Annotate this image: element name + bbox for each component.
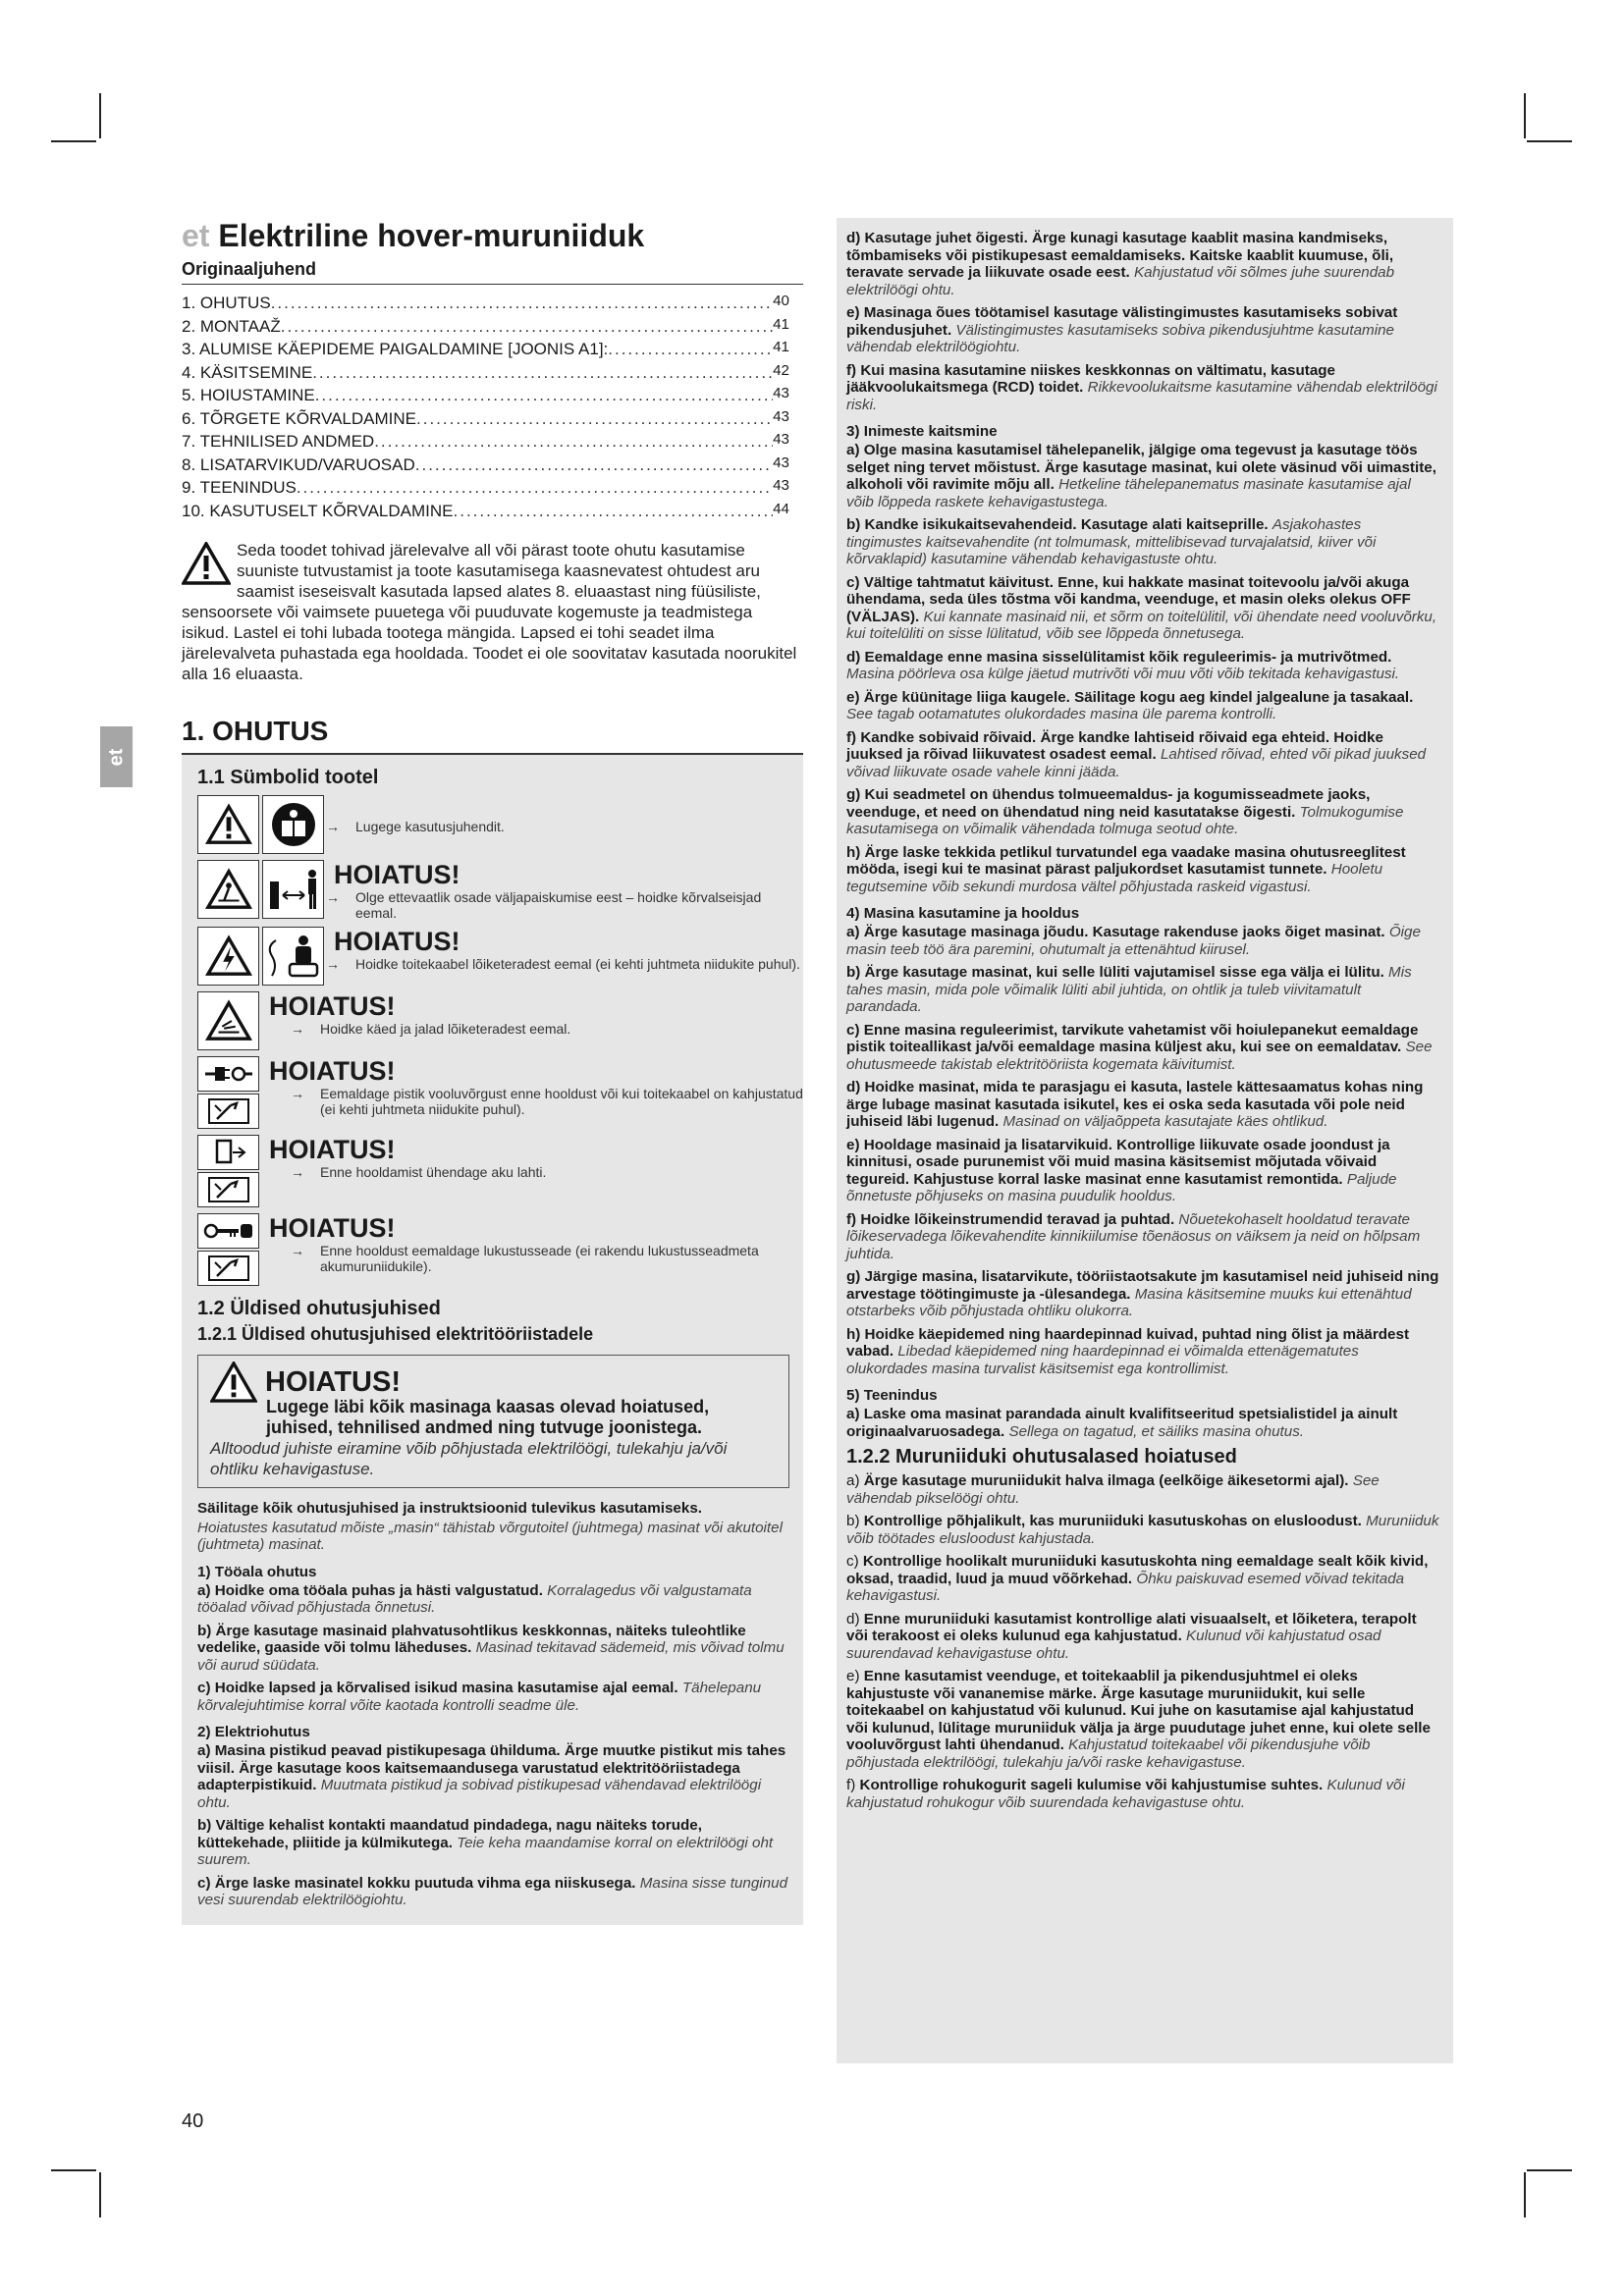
symbol-icons	[197, 795, 324, 854]
item-bold-text: Ärge kasutage muruniidukit halva ilmaga (eelkõige äikesetormi ajal).	[863, 1472, 1349, 1489]
safety-item	[197, 1680, 789, 1714]
toc-leader	[281, 316, 773, 340]
item-italic-text: Kui kannate masinaid nii, et sõrm on toitelülitil, või ühendate need vooluvõrku, kui toitelüliti on sisse lülitatud, võib see lõppeda õnnetusega.	[846, 608, 1437, 642]
safety-item	[197, 1817, 789, 1869]
safety-item	[846, 786, 1439, 838]
item-italic-text: Masinad tekitavad sädemeid, mis võivad tolmu või aurud süüdata.	[197, 1639, 785, 1674]
warning-box	[197, 1355, 789, 1488]
item-prefix: f)	[846, 1777, 860, 1793]
toc-leader	[315, 385, 773, 408]
item-bold-text: a) Masina pistikud peavad pistikupesaga ühilduma. Ärge muutke pistikut mis tahes viisil. Ärge kasutage koos kaitsemaandusega varustatud elektritööriistadega adapterpistikuid.	[197, 1742, 786, 1793]
right-column	[837, 218, 1453, 2063]
item-bold-text: d) Kasutage juhet õigesti. Ärge kunagi kasutage kaablit masina kandmiseks, tõmbamiseks või pistikupesast eemaldamiseks. Kaitske kaablit kuumuse, õli, teravate servade ja liikuvate osade eest.	[846, 230, 1394, 281]
symbol-text	[324, 927, 800, 972]
item-bold-text: e) Hooldage masinaid ja lisatarvikuid. Kontrollige liikuvate osade joondust ja kinnitusi, osade purunemist või muid masina käsitsemist mõjutada võivaid tegureid. Kahjustuse korral laske masinat enne kasutamist remontida.	[846, 1136, 1390, 1188]
electrical-list	[197, 1742, 803, 1909]
toc-item-title: 7. TEHNILISED ANDMED	[182, 432, 375, 451]
symbol-instruction-text: Eemaldage pistik vooluvõrgust enne hooldust või kui toitekaabel on kahjustatud (ei kehti juhtmeta niidukite puhul).	[320, 1086, 803, 1117]
item-italic-text: Masina pöörleva osa külge jäetud mutrivõti või muu võti võib tekitada kehavigastusi.	[846, 666, 1400, 682]
toc-item-page: 41	[773, 339, 789, 355]
item-italic-text: Õige masin teeb töö ära paremini, ohutumalt ja ettenähtud kiirusel.	[846, 924, 1421, 958]
safety-item	[846, 844, 1439, 896]
item-prefix: d)	[846, 1610, 864, 1628]
subsection-title: 1.2.1 Üldised ohutusjuhised elektritööriistadele	[197, 1324, 594, 1344]
toc-item	[182, 408, 803, 432]
safety-item	[846, 1406, 1439, 1440]
item-italic-text: Välistingimustes kasutamiseks sobiva pikendusjuhtme kasutamine vähendab elektrilöögiohtu.	[846, 321, 1394, 355]
symbol-instruction-text: Lugege kasutusjuhendit.	[355, 819, 505, 834]
crop-mark	[1527, 2169, 1572, 2171]
symbol-icons	[197, 860, 324, 919]
page-title: et Elektriline hover-muruniiduk	[182, 218, 645, 253]
item-prefix: e)	[846, 1668, 864, 1684]
item-italic-text: Õhku paiskuvad esemed võivad tekitada kehavigastusi.	[846, 1570, 1405, 1604]
item-bold-text: Enne kasutamist veenduge, et toitekaablil ja pikendusjuhtmel ei oleks kahjustuste või vananemise märke. Ärge kasutage muruniidukit, kui selle toitekaabel on kahjustatud või kulunud. Kui juhe on kasutamise ajal kahjustatud või kulunud, lülitage muruniiduk välja ja ärge puudutage juhet enne, kui olete selle vooluvõrgust lahti ühendanud.	[846, 1668, 1431, 1753]
symbol-text	[259, 1213, 803, 1274]
maintenance-icon	[197, 1094, 259, 1129]
toc-item-page: 43	[773, 431, 789, 448]
intro-paragraph: Seda toodet tohivad järelevalve all või pärast toote ohutu kasutamise suuniste tutvustamist ja toote kasutamisega kaasnevatest ohtudest aru saamist iseseisvalt kasutada lapsed alates 8. eluaastast ning füüsiliste, sensoorsete või vaimsete puuetega või puuduvate kogemuste ja teadmistega isikud. Lastel ei tohi lubada tootega mängida. Lapsed ei tohi seadet ilma järelevalveta puhastada ega hooldada. Toodet ei ole soovitatav kasutada noorukitel alla 16 eluaasta.	[182, 541, 797, 683]
item-bold-text: e) Masinaga õues töötamisel kasutage välistingimustes kasutamiseks sobivat pikendusjuhet.	[846, 304, 1398, 339]
maintenance-icon	[197, 1251, 259, 1286]
electrical-continued-list	[846, 230, 1439, 413]
item-bold-text: h) Ärge laske tekkida petlikul turvatundel ega vaadake masina ohutusreeglitest mööda, isegi kui te masinat pärast paljukordset kasutamist tunnete.	[846, 843, 1406, 878]
safety-item	[846, 1137, 1439, 1205]
item-italic-text: Sellega on tagatud, et säiliks masina ohutus.	[1008, 1422, 1305, 1440]
item-italic-text: See vähendab pikselöögi ohtu.	[846, 1472, 1380, 1507]
bystander-distance-icon	[262, 860, 324, 919]
item-italic-text: Muutmata pistikud ja sobivad pistikupesad vähendavad elektrilöögi ohtu.	[197, 1777, 762, 1811]
toc-item-page: 41	[773, 315, 789, 333]
warning-heading: HOIATUS!	[265, 1366, 402, 1398]
use-care-list	[846, 924, 1439, 1377]
arrow-icon: →	[291, 1164, 304, 1180]
warning-triangle-icon	[210, 1362, 257, 1403]
item-italic-text: Hooletu tegutsemine võib sekundi murdosa vältel põhjustada raskeid vigastusi.	[846, 861, 1383, 895]
toc-item-title: 9. TEENINDUS	[182, 478, 297, 497]
work-area-list	[197, 1582, 803, 1715]
safety-item	[846, 1079, 1439, 1131]
item-bold-text: Kontrollige põhjalikult, kas muruniiduki kasutuskohas on elusloodust.	[863, 1513, 1362, 1529]
item-bold-text: b) Ärge kasutage masinat, kui selle lüliti vajutamisel sisse ega välja ei lülitu.	[846, 964, 1384, 981]
item-italic-text: Masinad on väljaõppeta kasutajate käes ohtlikud.	[1002, 1113, 1328, 1130]
toc-leader	[454, 501, 774, 524]
item-italic-text: Masina käsitsemine muuks kui ettenähtud otstarbeks võib põhjustada ohtliku olukorra.	[846, 1285, 1412, 1319]
language-side-tab: et	[100, 726, 133, 787]
safety-item	[197, 1623, 789, 1675]
toc-leader	[415, 454, 773, 478]
item-italic-text: Paljude õnnetuste põhjuseks on masina puudulik hooldus.	[846, 1170, 1397, 1204]
item-italic-text: Masina sisse tunginud vesi suurendab elektrilöögiohtu.	[197, 1874, 788, 1908]
item-bold-text: Kontrollige hoolikalt muruniiduki kasutuskohta ning eemaldage sealt kõik kivid, oksad, traadid, luud ja muud võõrkehad.	[846, 1553, 1429, 1587]
keep-instructions: Säilitage kõik ohutusjuhised ja instruktsioonid tulevikus kasutamiseks.	[197, 1500, 702, 1517]
work-area-heading: 1) Tööala ohutus	[197, 1563, 317, 1580]
symbol-row	[197, 860, 803, 921]
symbol-instruction	[326, 819, 505, 834]
symbol-row	[197, 795, 803, 854]
arrow-icon: →	[291, 1086, 304, 1101]
subsection-title: 1.1 Sümbolid tootel	[197, 767, 379, 788]
toc-item	[182, 362, 803, 386]
safety-item	[846, 1611, 1439, 1663]
toc-item	[182, 501, 803, 524]
item-italic-text: Rikkevoolukaitsme kasutamine vähendab elektrilöögi riski.	[846, 379, 1437, 413]
item-bold-text: c) Hoidke lapsed ja kõrvalised isikud masina kasutamise ajal eemal.	[197, 1680, 678, 1696]
safety-item	[846, 1472, 1439, 1507]
service-list	[846, 1406, 1439, 1440]
safety-item	[846, 362, 1439, 414]
item-bold-text: f) Hoidke lõikeinstrumendid teravad ja puhtad.	[846, 1210, 1175, 1228]
item-italic-text: Hetkeline tähelepanematus masinate kasutamise ajal võib lõppeda raskete kehavigastustega.	[846, 476, 1411, 510]
toc-item	[182, 385, 803, 408]
item-bold-text: g) Kui seadmetel on ühendus tolmueemaldus- ja kogumisseadmete jaoks, veenduge, et need on ühendatud ning neid kasutatakse õigesti.	[846, 786, 1371, 821]
service-heading: 5) Teenindus	[846, 1387, 938, 1404]
symbol-instruction-text: Enne hooldust eemaldage lukustusseade (ei rakendu lukustusseadmeta akumuruniidukile).	[320, 1243, 759, 1274]
safety-gray-panel	[182, 755, 803, 1925]
symbol-instruction-text: Enne hooldamist ühendage aku lahti.	[320, 1164, 547, 1180]
safety-item	[846, 1022, 1439, 1074]
item-bold-text: d) Eemaldage enne masina sisselülitamist kõik reguleerimis- ja mutrivõtmed.	[846, 648, 1392, 666]
item-bold-text: a) Hoidke oma tööala puhas ja hästi valgustatud.	[197, 1581, 543, 1599]
safety-item	[846, 304, 1439, 356]
safety-item	[846, 924, 1439, 958]
item-bold-text: f) Kui masina kasutamine niiskes keskkonnas on vältimatu, kasutage jääkvoolukaitsmega (RCD) toidet.	[846, 361, 1335, 396]
safety-item	[846, 1513, 1439, 1547]
symbols-list	[197, 795, 803, 1286]
toc-item-page: 42	[773, 361, 789, 379]
toc-item	[182, 339, 803, 362]
symbol-icons	[197, 1056, 259, 1129]
crop-mark	[1524, 2172, 1526, 2217]
item-bold-text: e) Ärge küünitage liiga kaugele. Säilitage kogu aeg kindel jalgealune ja tasakaal.	[846, 688, 1414, 706]
item-prefix: a)	[846, 1472, 864, 1489]
item-italic-text: Tähelepanu kõrvalejuhtimise korral võite kaotada kontrolli seadme üle.	[197, 1680, 762, 1714]
item-prefix: b)	[846, 1513, 864, 1529]
arrow-icon: →	[326, 819, 340, 834]
toc-item-title: 1. OHUTUS	[182, 294, 271, 312]
arrow-icon: →	[291, 1243, 304, 1258]
item-italic-text: See tagab ootamatutes olukordades masina üle parema kontrolli.	[846, 706, 1277, 722]
safety-item	[846, 689, 1439, 723]
toc-leader	[312, 362, 773, 386]
safety-item	[846, 516, 1439, 568]
symbol-instruction-text: Hoidke käed ja jalad lõiketeradest eemal.	[320, 1021, 571, 1037]
safety-item	[846, 1211, 1439, 1263]
item-bold-text: g) Järgige masina, lisatarvikute, tööriistaotsakute jm kasutamisel neid juhiseid ning arvestage töötingimuste ja -ülesandega.	[846, 1268, 1439, 1303]
item-bold-text: a) Laske oma masinat parandada ainult kvalifitseeritud spetsialistidel ja ainult originaalvaruosadega.	[846, 1406, 1398, 1440]
item-italic-text: Kulunud või kahjustatud osad suurendavad kehavigastuse ohtu.	[846, 1628, 1381, 1662]
item-bold-text: f) Kandke sobivaid rõivaid. Ärge kandke lahtiseid rõivaid ega ehteid. Hoidke juuksed ja rõivad liikuvatest osadest eemal.	[846, 728, 1383, 763]
safety-item	[846, 729, 1439, 781]
warning-bold-text: Lugege läbi kõik masinaga kaasas olevad hoiatused, juhised, tehnilised andmed ning tutvuge joonistega.	[266, 1397, 710, 1437]
toc-item-page: 43	[773, 454, 789, 471]
item-italic-text: Kahjustatud või sõlmes juhe suurendab elektrilöögi ohtu.	[846, 264, 1395, 298]
item-bold-text: b) Ärge kasutage masinaid plahvatusohtlikus keskkonnas, näiteks tuleohtlike vedelike, gaaside või tolmu läheduses.	[197, 1622, 746, 1656]
symbol-warning-heading: HOIATUS!	[269, 1135, 396, 1164]
symbol-instruction-text: Olge ettevaatlik osade väljapaiskumise eest – hoidke kõrvalseisjad eemal.	[355, 889, 762, 921]
toc-item	[182, 477, 803, 501]
item-bold-text: c) Ärge laske masinatel kokku puutuda vihma ega niiskusega.	[197, 1874, 636, 1892]
crop-mark	[1527, 140, 1572, 142]
crop-mark	[99, 93, 101, 138]
toc-item-title: 4. KÄSITSEMINE	[182, 362, 313, 382]
warning-triangle-icon	[182, 542, 231, 585]
item-italic-text: Mis tahes masin, mida pole võimalik lüliti abil juhtida, on ohtlik ja tuleb viivitamatult parandada.	[846, 964, 1412, 1015]
item-prefix: c)	[846, 1553, 863, 1570]
warning-triangle-icon	[197, 795, 259, 854]
toc-item	[182, 454, 803, 478]
warning-italic-text: Alltoodud juhiste eiramine võib põhjustada elektrilöögi, tulekahju ja/või ohtliku kehavigastuse.	[210, 1439, 728, 1478]
section-title-ohutus: 1. OHUTUS	[182, 716, 803, 755]
crop-mark	[1524, 93, 1526, 138]
item-bold-text: Enne muruniiduki kasutamist kontrollige alati visuaalselt, et lõiketera, terapolt või terakoost ei oleks kulunud ega kahjustatud.	[846, 1610, 1417, 1644]
item-bold-text: d) Hoidke masinat, mida te parasjagu ei kasuta, lastele kättesaamatus kohas ning ärge lubage masinat kasutada isikutel, kes ei oska seda kasutada või pole neid juhiseid läbi lugenud.	[846, 1079, 1424, 1130]
remove-battery-icon	[197, 1135, 259, 1170]
symbol-icons	[197, 991, 259, 1050]
safety-item	[197, 1742, 789, 1811]
toc-item-page: 43	[773, 385, 789, 401]
toc-item-title: 3. ALUMISE KÄEPIDEME PAIGALDAMINE [JOONIS A1]:	[182, 340, 609, 358]
item-bold-text: b) Kandke isikukaitsevahendeid. Kasutage alati kaitseprille.	[846, 516, 1269, 533]
toc-item-title: 2. MONTAAŽ	[182, 316, 281, 336]
safety-item	[846, 1668, 1439, 1771]
unplug-icon	[197, 1056, 259, 1092]
arrow-icon: →	[291, 1021, 304, 1037]
toc-leader	[416, 408, 773, 432]
toc-item-title: 10. KASUTUSELT KÕRVALDAMINE	[182, 501, 454, 520]
arrow-icon: →	[326, 956, 340, 972]
item-italic-text: Lahtised rõivad, ehted või pikad juuksed võivad liikuvate osade vahele kinni jääda.	[846, 746, 1427, 780]
crop-mark	[51, 140, 96, 142]
left-column	[182, 218, 803, 1925]
symbol-warning-heading: HOIATUS!	[334, 927, 460, 956]
symbol-text	[259, 1056, 803, 1117]
safety-item	[846, 649, 1439, 683]
toc-item	[182, 293, 803, 316]
ejected-objects-icon	[197, 860, 259, 919]
safety-item	[197, 1582, 789, 1617]
item-bold-text: b) Vältige kehalist kontakti maandatud pindadega, nagu näiteks torude, küttekehade, pliitide ja külmikutega.	[197, 1817, 702, 1851]
electrical-heading: 2) Elektriohutus	[197, 1724, 310, 1740]
item-bold-text: Kontrollige rohukogurit sageli kulumise või kahjustumise suhtes.	[859, 1777, 1324, 1793]
page-number: 40	[182, 2110, 204, 2132]
personal-safety-list	[846, 442, 1439, 895]
blade-hazard-icon	[197, 991, 259, 1050]
item-bold-text: a) Ärge kasutage masinaga jõudu. Kasutage rakenduse jaoks õiget masinat.	[846, 924, 1385, 940]
mower-safety-list	[846, 1472, 1439, 1811]
arrow-icon: →	[326, 889, 340, 905]
item-bold-text: h) Hoidke käepidemed ning haardepinnad kuivad, puhtad ning õlist ja määrdest vabad.	[846, 1325, 1410, 1360]
toc-item-title: 6. TÕRGETE KÕRVALDAMINE	[182, 408, 417, 428]
symbol-row	[197, 991, 803, 1050]
symbol-instruction-text: Hoidke toitekaabel lõiketeradest eemal (ei kehti juhtmeta niidukite puhul).	[355, 956, 800, 972]
toc-leader	[297, 477, 773, 501]
symbol-icons	[197, 1135, 259, 1207]
remove-key-icon	[197, 1213, 259, 1249]
toc-item	[182, 316, 803, 340]
symbol-instruction	[269, 1021, 570, 1037]
symbol-icons	[197, 927, 324, 986]
safety-item	[846, 964, 1439, 1016]
toc-leader	[608, 339, 773, 362]
item-italic-text: Muruniiduk võib töötades elusloodust kahjustada.	[846, 1513, 1439, 1547]
toc-item-page: 43	[773, 477, 789, 494]
toc-leader	[271, 293, 773, 316]
symbol-row	[197, 1056, 803, 1129]
symbol-row	[197, 1135, 803, 1207]
cable-blade-icon	[262, 927, 324, 986]
safety-item	[846, 1268, 1439, 1320]
symbol-text	[324, 795, 505, 834]
mower-safety-title: 1.2.2 Muruniiduki ohutusalased hoiatused	[846, 1446, 1237, 1468]
item-italic-text: Asjakohastes tingimustes kaitsevahendite (nt tolmumask, mittelibisevad turvajalatsid, kiiver või kõrvaklapid) kasutamine vähendab kehavigastuste ohtu.	[846, 516, 1377, 567]
symbol-instruction	[326, 889, 803, 921]
safety-item	[846, 1553, 1439, 1605]
symbol-text	[324, 860, 803, 921]
read-manual-icon	[262, 795, 324, 854]
item-italic-text: Tolmukogumise kasutamisega on võimalik vähendada tolmuga seotud ohte.	[846, 803, 1404, 837]
safety-item	[846, 442, 1439, 510]
toc-item-title: 8. LISATARVIKUD/VARUOSAD	[182, 454, 415, 474]
symbol-row	[197, 1213, 803, 1286]
symbol-instruction	[326, 956, 800, 972]
symbol-text	[259, 1135, 546, 1180]
symbol-text	[259, 991, 570, 1037]
use-care-heading: 4) Masina kasutamine ja hooldus	[846, 905, 1080, 922]
crop-mark	[51, 2169, 96, 2171]
item-italic-text: Teie keha maandamise korral on elektrilöögi oht suurem.	[197, 1834, 774, 1868]
safety-item	[846, 230, 1439, 298]
item-bold-text: c) Vältige tahtmatut käivitust. Enne, kui hakkate masinat toitevoolu ja/või akuga ühendama, seda üles tõstma või kandma, veenduge, et masin oleks olekus OFF (VÄLJAS).	[846, 573, 1411, 625]
safety-item	[846, 574, 1439, 643]
item-italic-text: Libedad käepidemed ning haardepinnad ei võimalda ettenägematutes olukordades masina turvalist käsitsemist ega kontrollimist.	[846, 1343, 1359, 1377]
maintenance-icon	[197, 1172, 259, 1207]
safety-item	[846, 1326, 1439, 1378]
toc-item-page: 44	[773, 500, 789, 517]
item-italic-text: Nõuetekohaselt hooldatud teravate lõikeservadega lõikevahendite kinnikiilumise tõenäosus on väiksem ja neid on hõlpsam juhtida.	[846, 1210, 1421, 1262]
toc-item-title: 5. HOIUSTAMINE	[182, 386, 315, 404]
item-italic-text: Kulunud või kahjustatud rohukogur võib suurendada kehavigastuse ohtu.	[846, 1777, 1405, 1811]
keep-note: Hoiatustes kasutatud mõiste „masin“ tähistab võrgutoitel (juhtmega) masinat või akutoitel (juhtmeta) masinat.	[197, 1519, 783, 1553]
symbol-warning-heading: HOIATUS!	[269, 1056, 396, 1086]
symbol-icons	[197, 1213, 259, 1286]
symbol-row	[197, 927, 803, 986]
table-of-contents	[182, 293, 803, 523]
item-italic-text: Korralagedus või valgustamata tööalad võivad põhjustada õnnetusi.	[197, 1581, 752, 1616]
toc-item-page: 40	[773, 293, 789, 309]
symbol-warning-heading: HOIATUS!	[269, 1213, 396, 1243]
symbol-warning-heading: HOIATUS!	[269, 991, 396, 1021]
toc-item	[182, 431, 803, 454]
symbol-warning-heading: HOIATUS!	[334, 860, 460, 889]
safety-item	[197, 1875, 789, 1909]
toc-leader	[374, 431, 773, 454]
symbol-instruction	[269, 1243, 803, 1274]
toc-item-page: 43	[773, 407, 789, 425]
item-italic-text: Kahjustatud toitekaabel või pikendusjuhe võib põhjustada elektrilöögi, tulekahju ja/või raske kehavigastuse.	[846, 1736, 1371, 1771]
item-bold-text: c) Enne masina reguleerimist, tarvikute vahetamist või hoiulepanekut eemaldage pistik toiteallikast ja/või eemaldage masina küljest aku, kui see on eemaldatav.	[846, 1021, 1419, 1055]
safety-item	[846, 1777, 1439, 1811]
personal-heading: 3) Inimeste kaitsmine	[846, 423, 998, 440]
crop-mark	[99, 2172, 101, 2217]
subsection-title: 1.2 Üldised ohutusjuhised	[197, 1298, 441, 1319]
symbol-instruction	[269, 1086, 803, 1117]
item-italic-text: See ohutusmeede takistab elektritööriista kogemata käivitumist.	[846, 1039, 1433, 1073]
item-bold-text: a) Olge masina kasutamisel tähelepanelik, jälgige oma tegevust ja kasutage töös selget ning tervet mõistust. Ärge kasutage masinat, kui olete väsinud või uimastite, alkoholi või ravimite mõju all.	[846, 442, 1436, 493]
electric-shock-icon	[197, 927, 259, 986]
page-subtitle: Originaaljuhend	[182, 259, 803, 285]
symbol-instruction	[269, 1164, 546, 1180]
